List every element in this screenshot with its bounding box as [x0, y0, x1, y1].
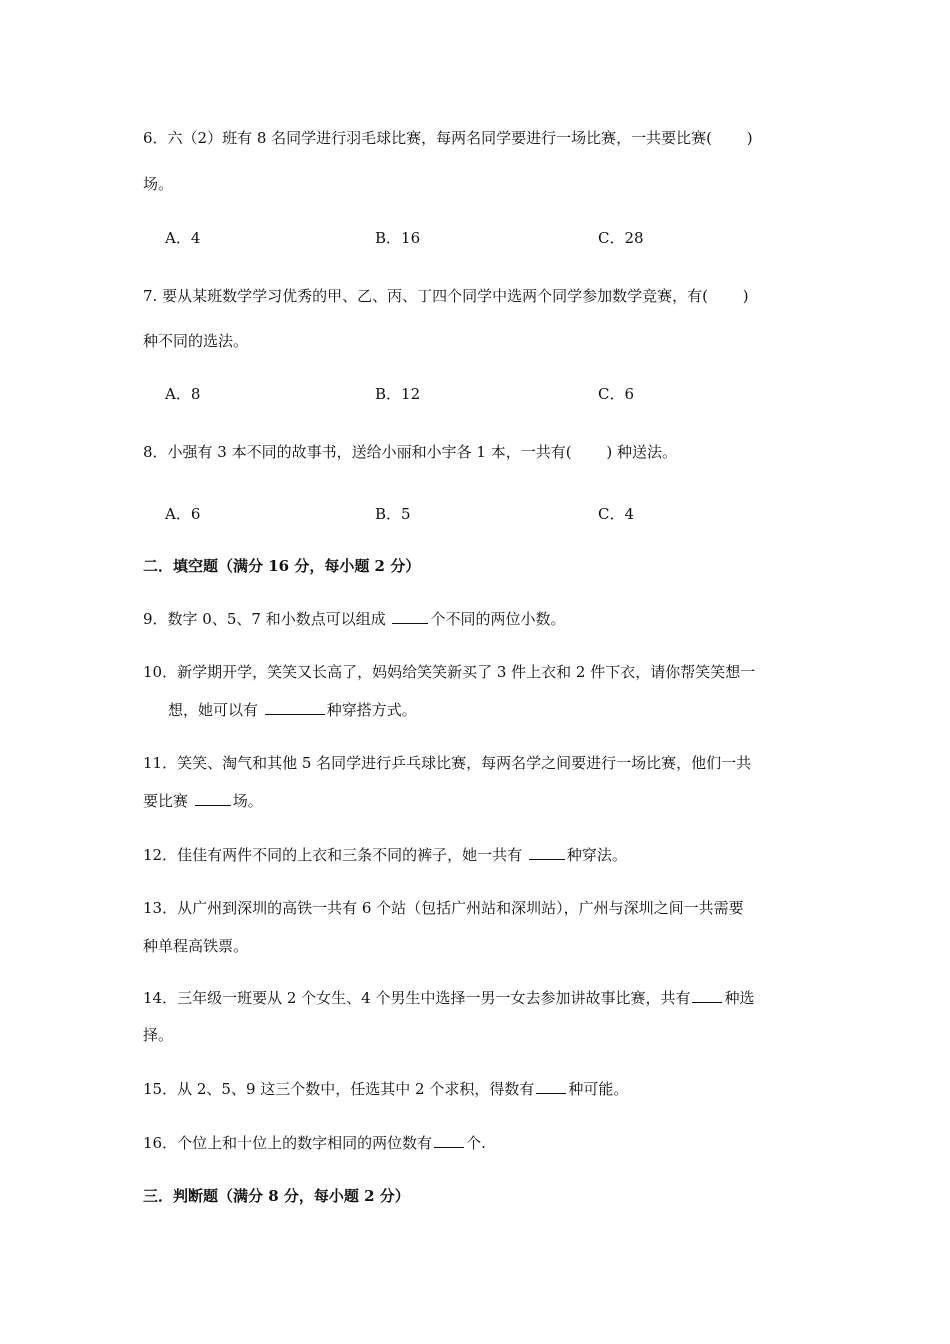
q12-line — [143, 845, 627, 865]
q12-answer-blank[interactable] — [529, 845, 565, 860]
q15-answer-blank[interactable] — [536, 1079, 566, 1094]
q16-text-after: 个. — [466, 1134, 486, 1152]
q9-text-after: 个不同的两位小数。 — [430, 610, 566, 628]
q6-option-c: C．28 — [598, 229, 644, 247]
q14-answer-blank[interactable] — [692, 988, 722, 1003]
section3-heading: 三．判断题（满分 8 分，每小题 2 分） — [143, 1187, 410, 1205]
q14-line2: 择。 — [143, 1026, 174, 1044]
q15-line — [143, 1079, 628, 1099]
q10-text-before: 想，她可以有 — [168, 701, 263, 719]
q12-text-before: 12．佳佳有两件不同的上衣和三条不同的裤子，她一共有 — [143, 846, 527, 864]
q16-text-before: 16．个位上和十位上的数字相同的两位数有 — [143, 1134, 433, 1152]
q11-line2 — [143, 791, 263, 811]
q6-line2: 场。 — [143, 175, 174, 193]
q7-option-a: A．8 — [165, 385, 201, 403]
q6-option-a: A．4 — [165, 229, 201, 247]
q15-text-after: 种可能。 — [568, 1080, 629, 1098]
q8-option-c: C．4 — [598, 505, 635, 523]
q11-line1: 11．笑笑、淘气和其他 5 名同学进行乒乓球比赛，每两名学之间要进行一场比赛，他们一共 — [143, 754, 752, 772]
section2-heading: 二．填空题（满分 16 分，每小题 2 分） — [143, 557, 421, 575]
q9-answer-blank[interactable] — [392, 609, 428, 624]
q7-line1: 7. 要从某班数学学习优秀的甲、乙、丙、丁四个同学中选两个同学参加数学竞赛，有( ) — [143, 287, 749, 305]
q6-line1: 6．六（2）班有 8 名同学进行羽毛球比赛，每两名同学要进行一场比赛，一共要比赛( ) — [143, 129, 753, 147]
q13-line2: 种单程高铁票。 — [143, 937, 249, 955]
q16-line — [143, 1133, 486, 1153]
q10-text-after: 种穿搭方式。 — [326, 701, 417, 719]
q16-answer-blank[interactable] — [434, 1133, 464, 1148]
q14-line1 — [143, 988, 755, 1008]
q9-text-before: 9．数字 0、5、7 和小数点可以组成 — [143, 610, 391, 628]
q6-option-b: B．16 — [375, 229, 421, 247]
q14-text-before: 14．三年级一班要从 2 个女生、4 个男生中选择一男一女去参加讲故事比赛，共有 — [143, 989, 691, 1007]
q13-line1: 13．从广州到深圳的高铁一共有 6 个站（包括广州站和深圳站），广州与深圳之间一共需要 — [143, 899, 744, 917]
q15-text-before: 15．从 2、5、9 这三个数中，任选其中 2 个求积，得数有 — [143, 1080, 535, 1098]
q10-line2 — [168, 700, 417, 720]
q12-text-after: 种穿法。 — [566, 846, 627, 864]
q8-line1: 8．小强有 3 本不同的故事书，送给小丽和小宇各 1 本，一共有( ) 种送法。 — [143, 443, 677, 461]
q11-answer-blank[interactable] — [195, 791, 231, 806]
q9-line — [143, 609, 566, 629]
q8-option-b: B．5 — [375, 505, 411, 523]
q11-text-after: 场。 — [232, 792, 263, 810]
q8-option-a: A．6 — [165, 505, 201, 523]
q10-line1: 10．新学期开学，笑笑又长高了，妈妈给笑笑新买了 3 件上衣和 2 件下衣，请你帮笑笑想一 — [143, 663, 756, 681]
q11-text-before: 要比赛 — [143, 792, 193, 810]
q7-option-c: C．6 — [598, 385, 635, 403]
q10-answer-blank[interactable] — [265, 700, 325, 715]
q7-option-b: B．12 — [375, 385, 421, 403]
q14-text-after: 种选 — [724, 989, 755, 1007]
q7-line2: 种不同的选法。 — [143, 332, 249, 350]
